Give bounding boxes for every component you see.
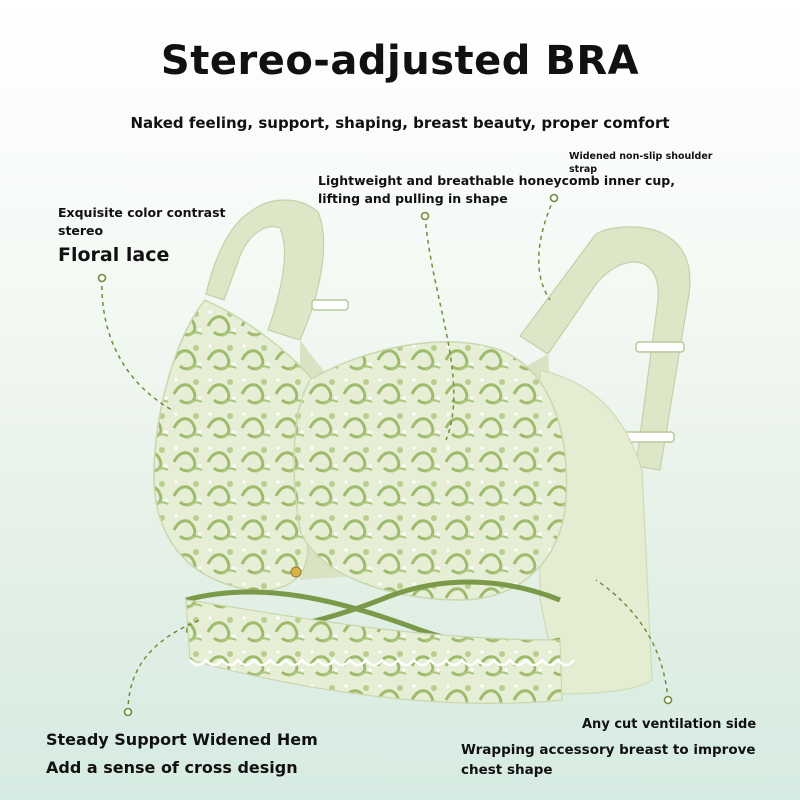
callout-hem-line2: Add a sense of cross design bbox=[46, 758, 298, 777]
callout-hem bbox=[46, 726, 318, 782]
callout-hem-line1: Steady Support Widened Hem bbox=[46, 730, 318, 749]
callout-color-line1: Exquisite color contrast bbox=[58, 205, 226, 220]
leader-side-dot bbox=[665, 697, 672, 704]
callout-side bbox=[582, 716, 756, 734]
callout-side-line1: Any cut ventilation side bbox=[582, 717, 757, 732]
center-bow bbox=[291, 567, 301, 577]
leader-hem-dot bbox=[125, 709, 132, 716]
callout-strap-line1: Widened non-slip shoulder bbox=[569, 151, 713, 162]
callout-wrap-line2: chest shape bbox=[461, 762, 553, 778]
page-subtitle: Naked feeling, support, shaping, breast beauty, proper comfort bbox=[130, 114, 670, 132]
strap-adjuster-left bbox=[312, 300, 348, 310]
callout-cup-line1: Lightweight and breathable honeycomb inner cup, bbox=[318, 173, 676, 188]
leader-color-dot bbox=[99, 275, 106, 282]
leader-color bbox=[102, 278, 172, 410]
strap-adjuster-right bbox=[636, 342, 684, 352]
callout-cup bbox=[318, 172, 675, 208]
callout-strap-line2: strap bbox=[569, 164, 598, 175]
leader-strap bbox=[539, 198, 554, 300]
page-title: Stereo-adjusted BRA bbox=[160, 38, 640, 84]
callout-wrap-line1: Wrapping accessory breast to improve bbox=[461, 742, 756, 758]
callout-color bbox=[58, 204, 226, 266]
callout-color-big: Floral lace bbox=[58, 244, 170, 266]
right-cup bbox=[294, 342, 566, 600]
callout-cup-line2: lifting and pulling in shape bbox=[318, 191, 508, 206]
callout-color-line2: stereo bbox=[58, 223, 104, 238]
callout-wrap bbox=[461, 740, 756, 780]
leader-cup-dot bbox=[422, 213, 429, 220]
strap-adjuster-right-2 bbox=[624, 432, 674, 442]
